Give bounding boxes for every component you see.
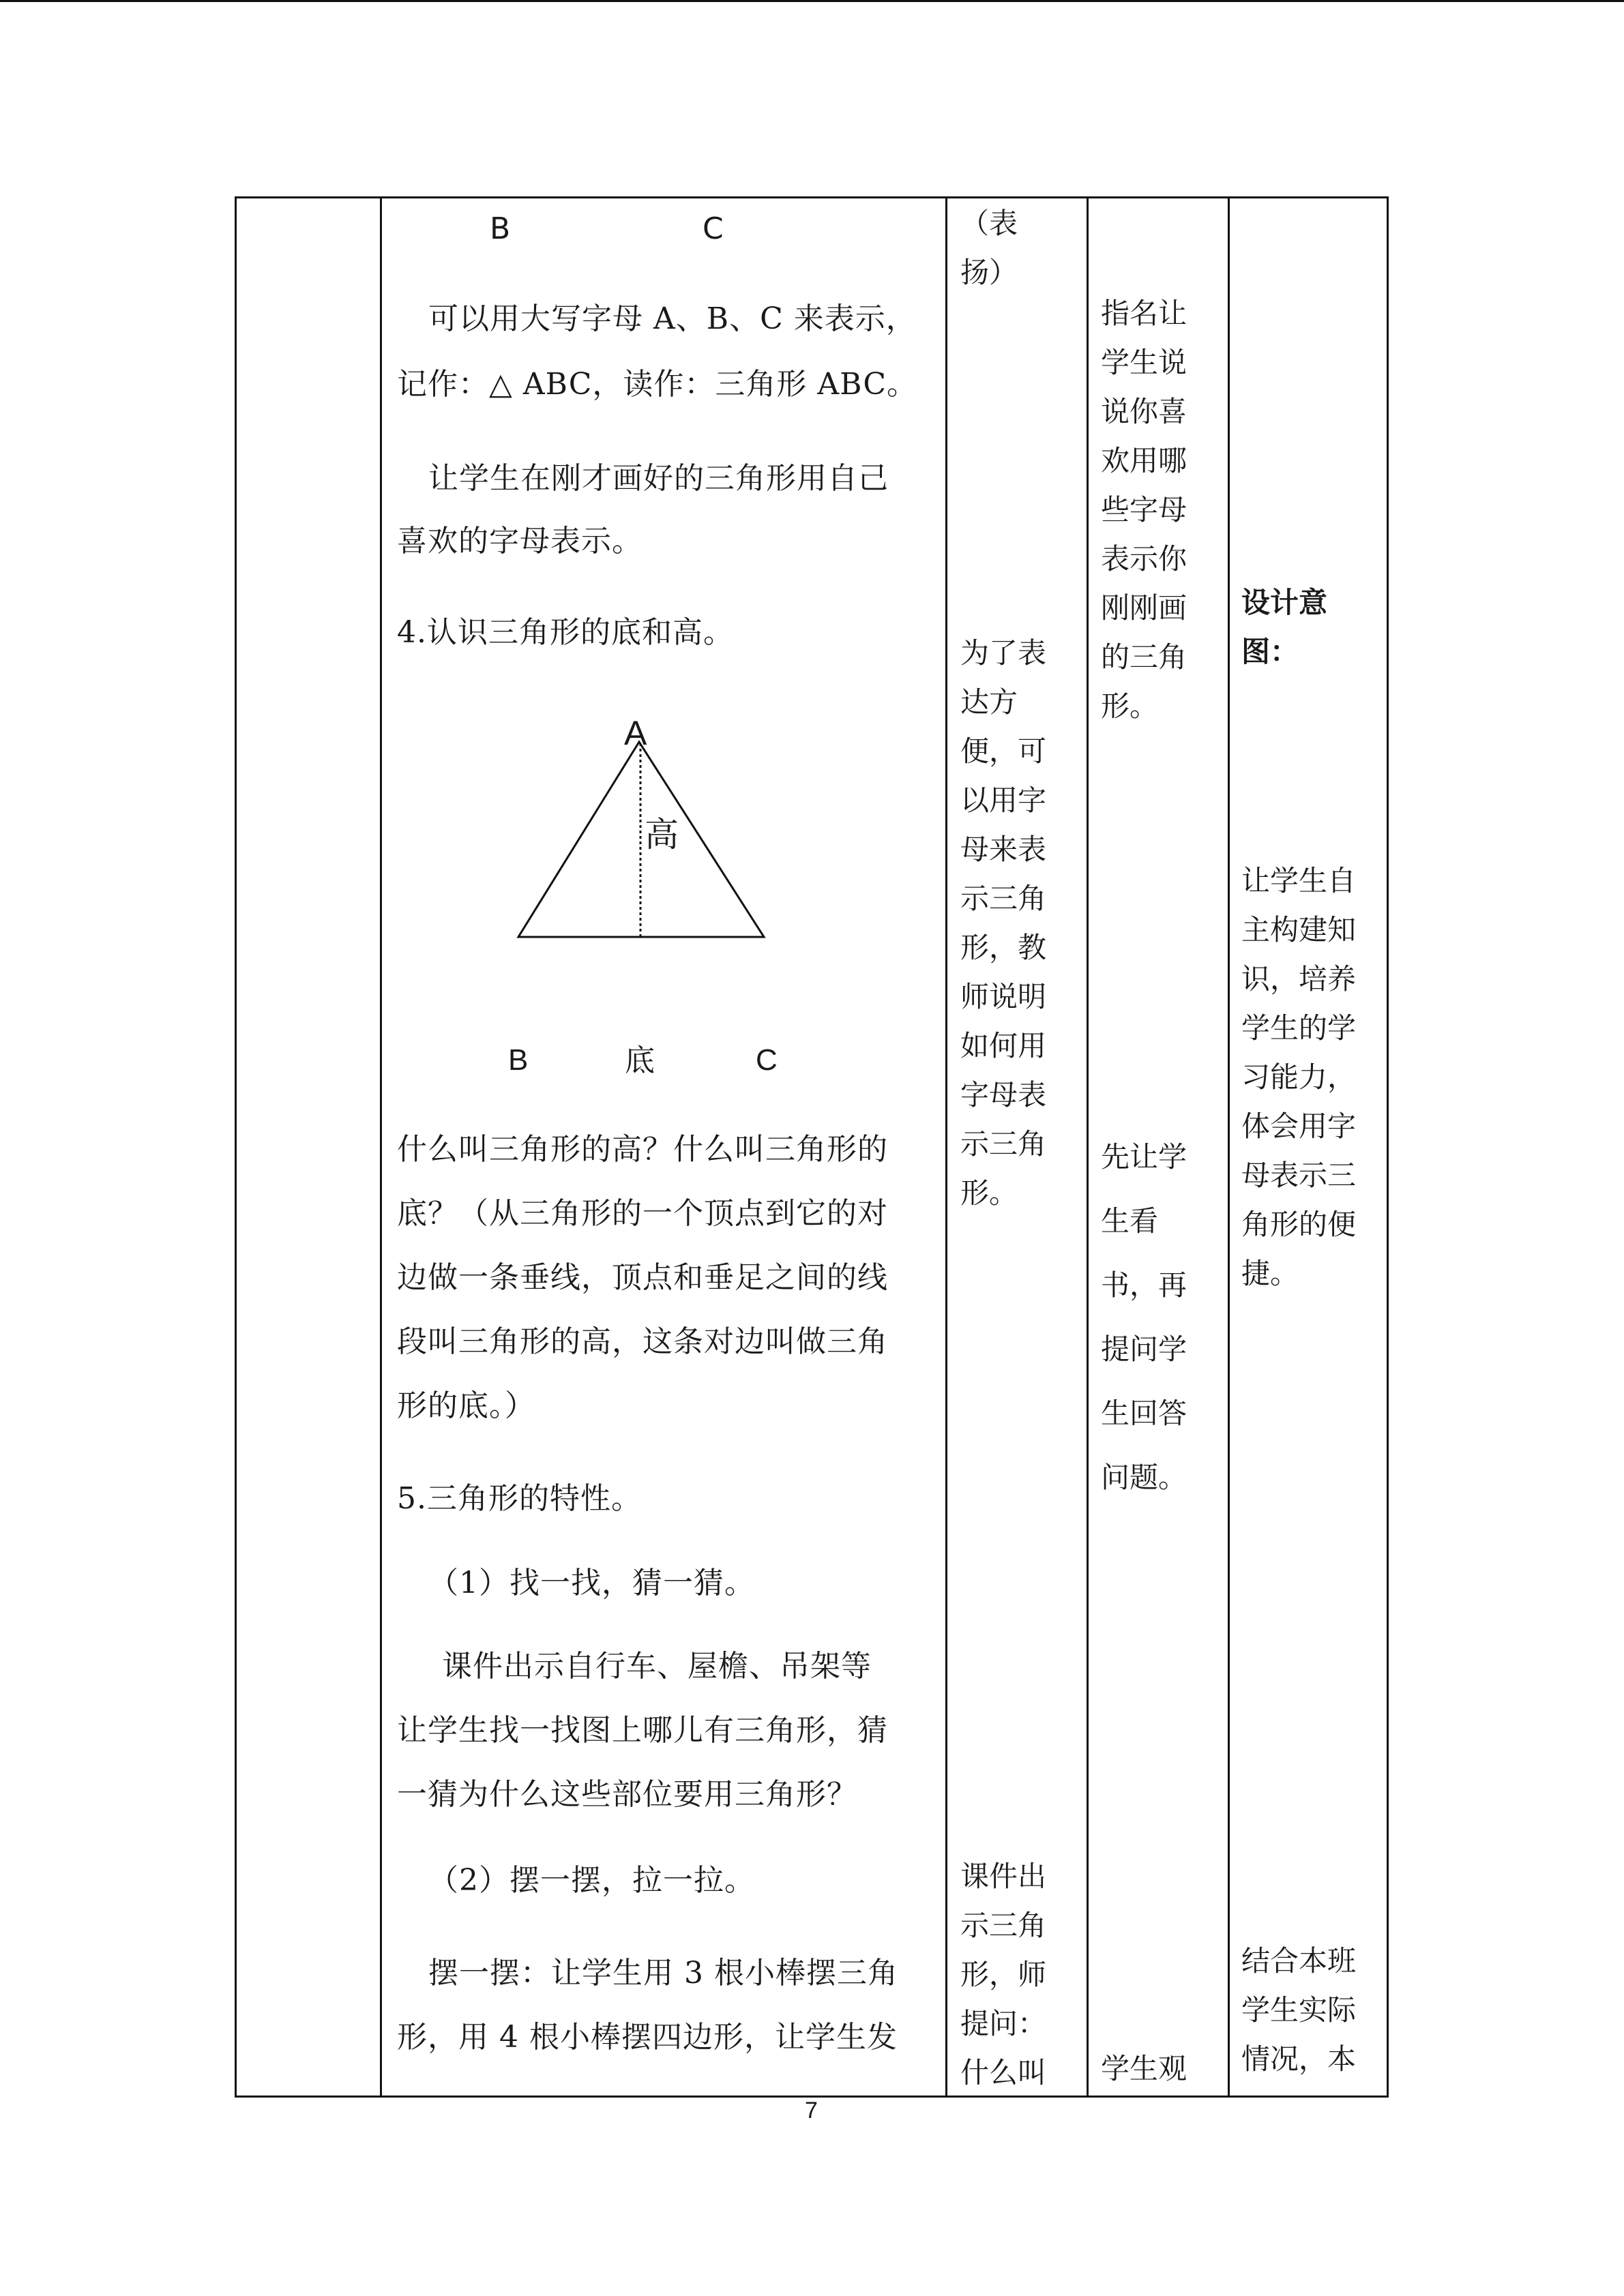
col5-intent1-line: 主构建知	[1241, 913, 1357, 946]
col3-note2-line: 示三角	[960, 1909, 1047, 1942]
vertex-label-c-top: C	[703, 211, 724, 246]
col4-note3-line: 学生观	[1101, 2052, 1187, 2085]
para3-line3: 边做一条垂线，顶点和垂足之间的线	[397, 1260, 888, 1295]
col4-note1-line: 欢用哪	[1101, 444, 1187, 477]
para1-line2: 记作：△ ABC，读作：三角形 ABC。	[397, 367, 917, 402]
sub-heading-1: （1）找一找，猜一猜。	[428, 1566, 755, 1600]
col5-intent1-line: 习能力，	[1241, 1060, 1357, 1094]
para5-line2: 形，用 4 根小棒摆四边形，让学生发	[397, 2020, 898, 2055]
col3-note2-line: 提问：	[960, 2007, 1047, 2040]
col4-note1-line: 学生说	[1101, 346, 1187, 379]
col4-note1-line: 的三角	[1101, 640, 1187, 674]
para2-line2: 喜欢的字母表示。	[397, 524, 643, 558]
para4-line1: 课件出示自行车、屋檐、吊架等	[442, 1649, 872, 1684]
sub-heading-2: （2）摆一摆，拉一拉。	[428, 1863, 755, 1898]
para3-line1: 什么叫三角形的高？什么叫三角形的	[397, 1132, 888, 1167]
col3-note2-line: 什么叫	[960, 2056, 1047, 2089]
col3-note1-line: 以用字	[960, 784, 1047, 817]
col3-note1-line: 形，教	[960, 931, 1047, 964]
col3-note1-line: 字母表	[960, 1078, 1047, 1112]
col4-note2	[1101, 1125, 1196, 1510]
col3-note1-line: 达方	[960, 685, 1018, 719]
col4-note1-line: 表示你	[1101, 542, 1187, 576]
page-top-rule	[0, 0, 1624, 2]
para3-line2: 底？（从三角形的一个顶点到它的对	[397, 1196, 888, 1231]
para3-line4: 段叫三角形的高，这条对边叫做三角	[397, 1324, 888, 1359]
col3-note1-line: 形。	[960, 1176, 1018, 1210]
col3-praise-line: （表	[960, 207, 1018, 240]
column-divider-4	[1228, 198, 1230, 2096]
triangle-vertex-b: B	[508, 1043, 529, 1077]
design-intent-title-line: 设计意	[1241, 586, 1328, 619]
col5-intent1-line: 母表示三	[1241, 1159, 1357, 1192]
col3-note1-line: 母来表	[960, 833, 1047, 866]
para5-line1: 摆一摆：让学生用 3 根小棒摆三角	[428, 1956, 898, 1991]
col3-note1	[960, 629, 1056, 1218]
col4-note2-line: 问题。	[1101, 1461, 1187, 1494]
col4-note1	[1101, 289, 1196, 731]
triangle-base-label: 底	[625, 1043, 655, 1078]
col4-note1-line: 指名让	[1101, 297, 1187, 330]
col4-note1-line: 刚刚画	[1101, 591, 1187, 625]
col4-note3	[1101, 2044, 1196, 2093]
col5-intent1-line: 捷。	[1241, 1257, 1299, 1290]
col5-intent1-line: 识，培养	[1241, 962, 1357, 996]
col5-intent1	[1241, 856, 1371, 1298]
col3-note2-line: 课件出	[960, 1860, 1047, 1893]
col5-intent1-line: 让学生自	[1241, 864, 1357, 897]
col3-note2	[960, 1852, 1056, 2098]
col4-note1-line: 些字母	[1101, 493, 1187, 526]
triangle-vertex-a: A	[624, 714, 647, 752]
triangle-height-label: 高	[645, 815, 679, 854]
para4-line3: 一猜为什么这些部位要用三角形？	[397, 1777, 857, 1812]
col3-note1-line: 如何用	[960, 1029, 1047, 1062]
col5-intent2-line: 结合本班	[1241, 1944, 1357, 1978]
para3-line5: 形的底。）	[397, 1388, 535, 1423]
column-divider-3	[1087, 198, 1089, 2096]
col3-note1-line: 示三角	[960, 1127, 1047, 1161]
design-intent-title	[1241, 578, 1364, 676]
col5-intent2	[1241, 1937, 1371, 2084]
col4-note2-line: 生看	[1101, 1204, 1159, 1238]
heading-5: 5.三角形的特性。	[397, 1481, 642, 1516]
col5-intent2-line: 情况，本	[1241, 2042, 1357, 2076]
col4-note1-line: 形。	[1101, 689, 1159, 723]
para2-line1: 让学生在刚才画好的三角形用自己	[428, 461, 889, 496]
col5-intent1-line: 体会用字	[1241, 1109, 1357, 1143]
col3-note2-line: 形，师	[960, 1958, 1047, 1991]
col5-intent2-line: 学生实际	[1241, 1993, 1357, 2027]
col3-note1-line: 为了表	[960, 636, 1047, 670]
col4-note2-line: 生回答	[1101, 1397, 1187, 1430]
triangle-vertex-c: C	[756, 1043, 778, 1077]
col4-note2-line: 提问学	[1101, 1332, 1187, 1366]
col3-praise	[960, 199, 1056, 297]
col4-note2-line: 书，再	[1101, 1268, 1187, 1302]
column-divider-1	[380, 198, 382, 2096]
column-divider-2	[945, 198, 947, 2096]
col5-intent1-line: 学生的学	[1241, 1011, 1357, 1045]
col4-note1-line: 说你喜	[1101, 395, 1187, 428]
page-number: 7	[805, 2098, 818, 2123]
col3-note1-line: 师说明	[960, 980, 1047, 1013]
col3-note1-line: 示三角	[960, 882, 1047, 915]
col3-note1-line: 便，可	[960, 734, 1047, 768]
design-intent-title-line: 图：	[1241, 635, 1299, 668]
para4-line2: 让学生找一找图上哪儿有三角形，猜	[397, 1713, 888, 1748]
col4-note2-line: 先让学	[1101, 1140, 1187, 1174]
vertex-label-b-top: B	[490, 211, 512, 246]
col3-praise-line: 扬）	[960, 256, 1018, 289]
para1-line1: 可以用大写字母 A、B、C 来表示，	[428, 301, 917, 336]
col5-intent1-line: 角形的便	[1241, 1208, 1357, 1241]
heading-4: 4.认识三角形的底和高。	[397, 615, 734, 650]
